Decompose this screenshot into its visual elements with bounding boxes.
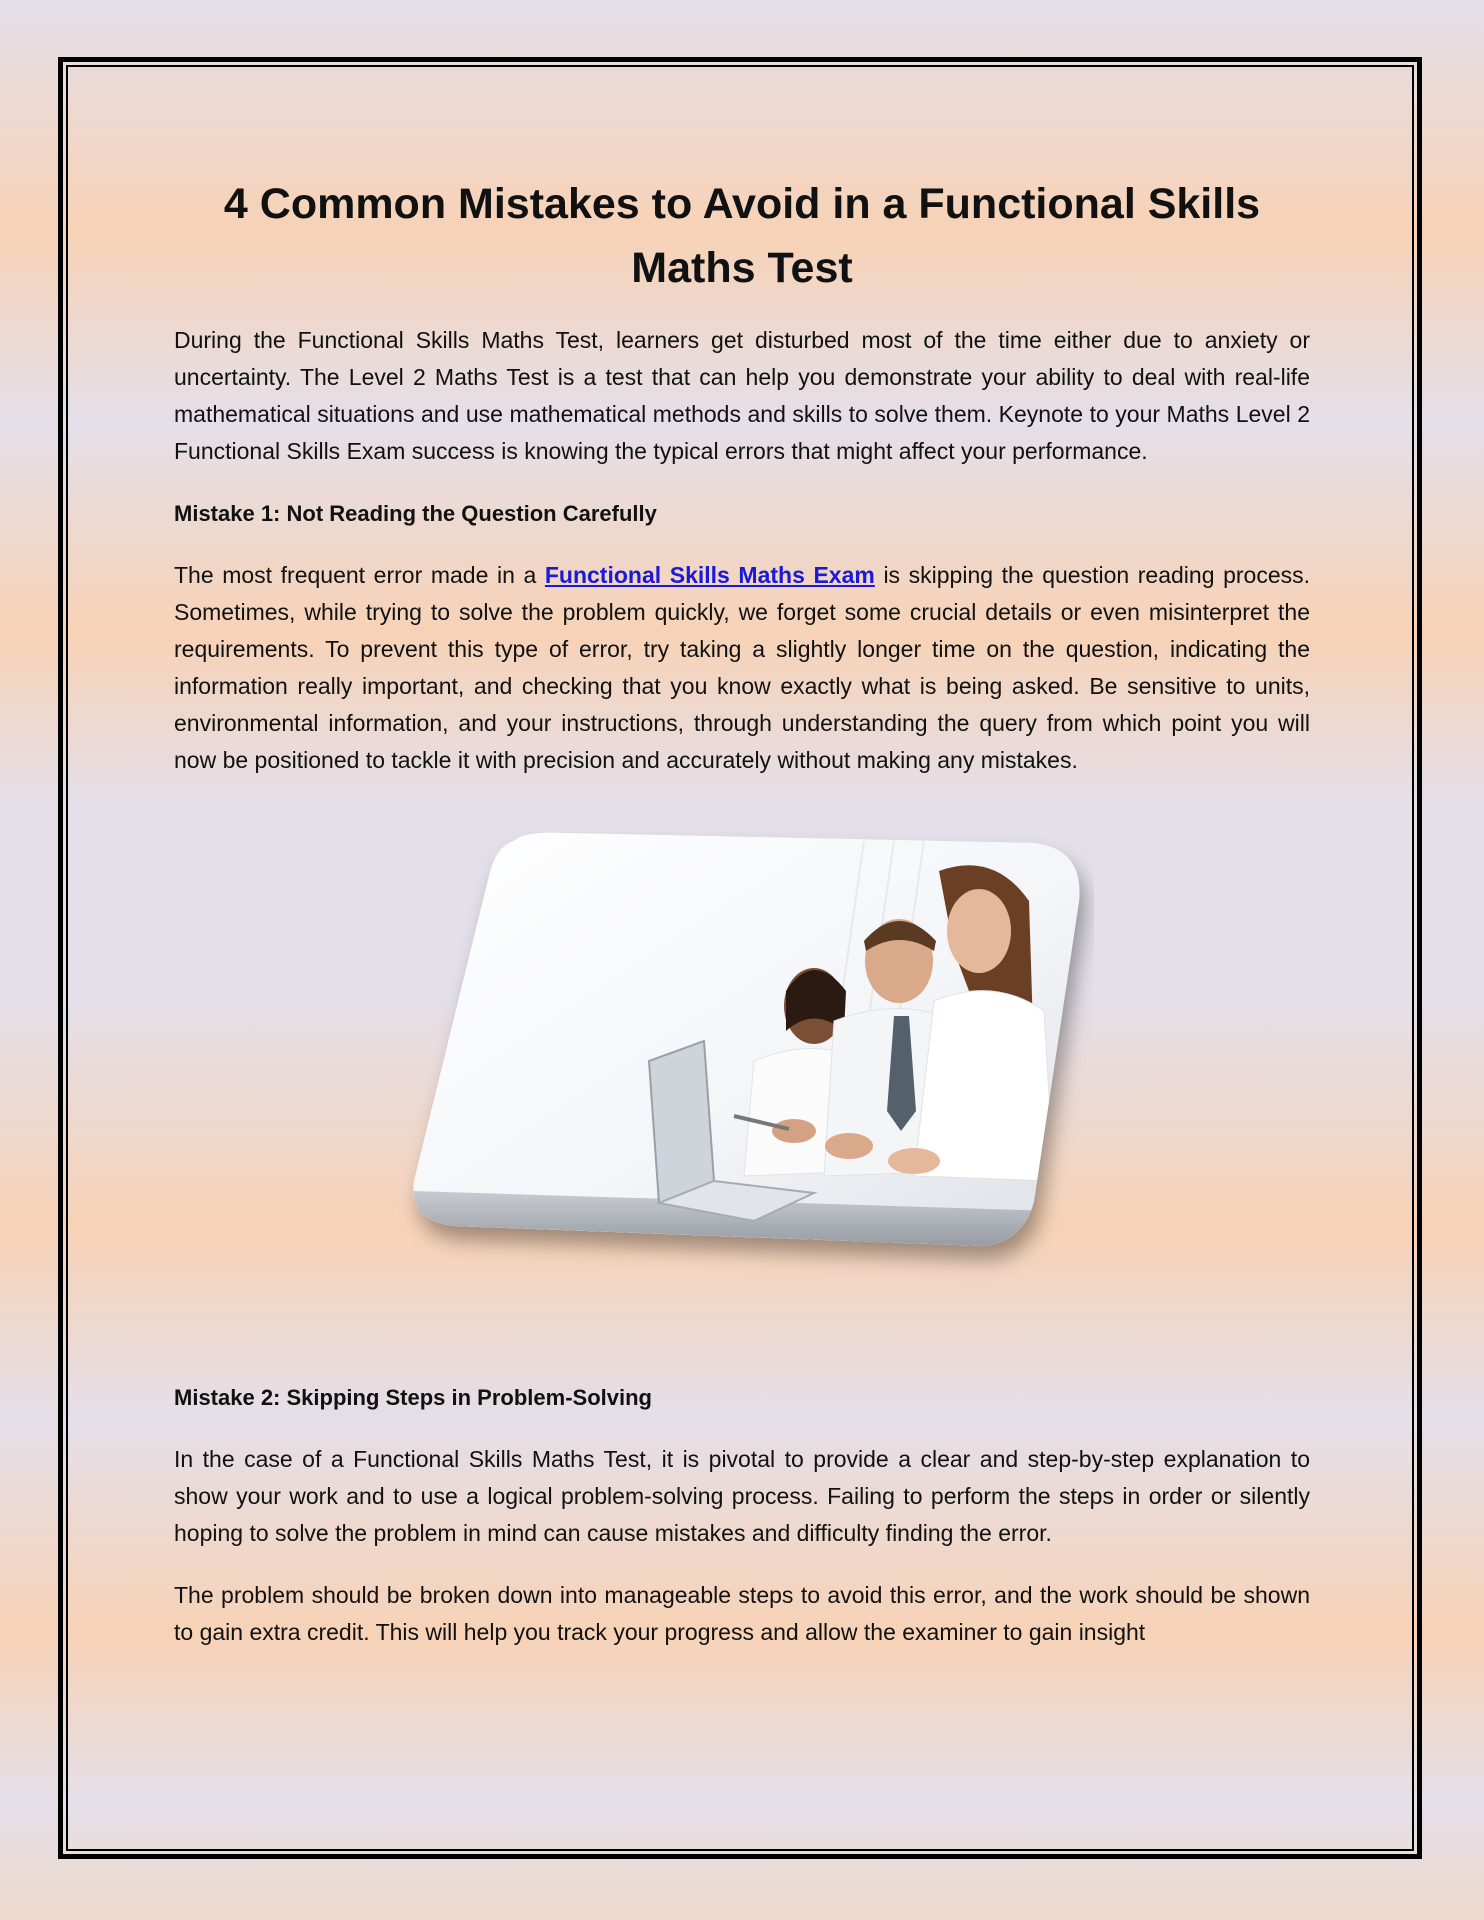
mistake-2-paragraph-1: In the case of a Functional Skills Maths Test, it is pivotal to provide a clear and step-by-step explanation to show your work and to use a logical problem-solving process. Failing to perform the steps in order or silently hoping to solve the problem in mind can cause mistakes and difficulty finding the error.	[174, 1446, 1310, 1546]
mistake-1-text-end: is skipping the question reading process. Sometimes, while trying to solve the problem quickly, we forget some crucial details or even misinterpret the requirements. To prevent this type of error, try taking a slightly longer time on the question, indicating the information really important, and checking that you know exactly what is being asked. Be sensitive to units, environmental information, and your instructions, through understanding the query from which point you will now be positioned to tackle it with precision and accurately without making any mistakes.	[174, 562, 1311, 773]
page-title: 4 Common Mistakes to Avoid in a Functional Skills Maths Test	[223, 180, 1261, 292]
mistake-2-heading: Mistake 2: Skipping Steps in Problem-Solving	[174, 1385, 652, 1410]
mistake-1-heading: Mistake 1: Not Reading the Question Carefully	[174, 501, 657, 526]
mistake-1-text-start: The most frequent error made in a	[174, 562, 545, 588]
document-body	[174, 172, 1310, 1651]
functional-skills-exam-link[interactable]: Functional Skills Maths Exam	[544, 562, 875, 588]
business-team-photo	[394, 831, 1094, 1291]
mistake-1-paragraph	[174, 557, 1310, 779]
mistake-2-paragraph-2: The problem should be broken down into manageable steps to avoid this error, and the work should be shown to gain extra credit. This will help you track your progress and allow the examiner to gain insight	[174, 1582, 1310, 1645]
photo-container	[174, 831, 1310, 1379]
intro-paragraph: During the Functional Skills Maths Test, learners get disturbed most of the time either due to anxiety or uncertainty. The Level 2 Maths Test is a test that can help you demonstrate your ability to deal with real-life mathematical situations and use mathematical methods and skills to solve them. Keynote to your Maths Level 2 Functional Skills Exam success is knowing the typical errors that might affect your performance.	[174, 327, 1310, 464]
